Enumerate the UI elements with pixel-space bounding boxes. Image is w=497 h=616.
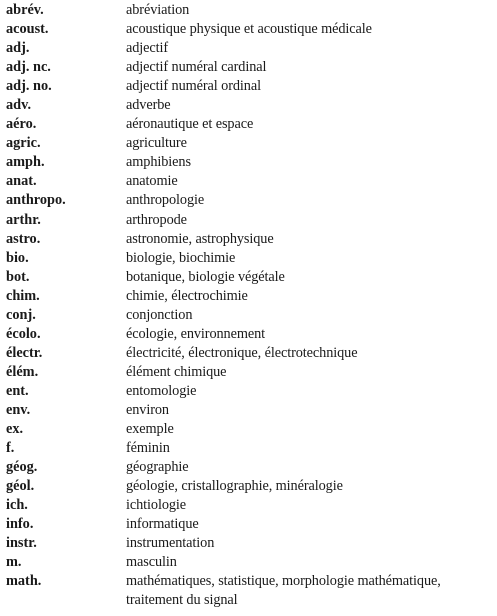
abbreviation-meaning: chimie, électrochimie bbox=[126, 287, 248, 304]
abbreviation-meaning: géologie, cristallographie, minéralogie bbox=[126, 478, 343, 495]
abbreviation-term: anat. bbox=[6, 173, 37, 190]
list-item bbox=[6, 115, 494, 134]
list-item bbox=[6, 344, 494, 363]
abbreviation-list bbox=[6, 1, 494, 611]
abbreviation-term: géog. bbox=[6, 459, 38, 476]
abbreviation-meaning: anthropologie bbox=[126, 192, 205, 209]
abbreviation-term: bio. bbox=[6, 249, 29, 266]
list-item bbox=[6, 401, 494, 420]
abbreviation-term: abrév. bbox=[6, 2, 44, 18]
abbreviation-meaning: acoustique physique et acoustique médicale bbox=[126, 21, 372, 38]
abbreviation-term: f. bbox=[6, 440, 15, 457]
abbreviation-meaning: masculin bbox=[126, 554, 177, 571]
abbreviation-term: électr. bbox=[6, 344, 43, 361]
list-item bbox=[6, 306, 494, 325]
list-item bbox=[6, 477, 494, 496]
abbreviation-term: adj. no. bbox=[6, 78, 52, 95]
abbreviation-meaning: exemple bbox=[126, 421, 174, 438]
abbreviation-term: conj. bbox=[6, 306, 36, 323]
abbreviation-term: aéro. bbox=[6, 116, 37, 133]
abbreviation-term: adj. bbox=[6, 40, 30, 57]
list-item bbox=[6, 496, 494, 515]
list-item bbox=[6, 172, 494, 191]
abbreviation-meaning: anatomie bbox=[126, 173, 178, 190]
abbreviation-term: env. bbox=[6, 401, 31, 418]
list-item bbox=[6, 1, 494, 20]
list-item bbox=[6, 268, 494, 287]
abbreviation-meaning: amphibiens bbox=[126, 154, 191, 171]
list-item bbox=[6, 249, 494, 268]
abbreviation-term: agric. bbox=[6, 135, 41, 152]
abbreviation-term: arthr. bbox=[6, 211, 41, 228]
abbreviation-term: ent. bbox=[6, 382, 29, 399]
abbreviation-term: bot. bbox=[6, 268, 30, 285]
list-item bbox=[6, 553, 494, 572]
abbreviation-term: ich. bbox=[6, 497, 28, 514]
abbreviation-meaning: abréviation bbox=[126, 2, 190, 18]
list-item bbox=[6, 439, 494, 458]
list-item bbox=[6, 191, 494, 210]
list-item bbox=[6, 153, 494, 172]
list-item bbox=[6, 534, 494, 553]
abbreviation-term: géol. bbox=[6, 478, 35, 495]
list-item bbox=[6, 20, 494, 39]
abbreviation-term: anthropo. bbox=[6, 192, 66, 209]
list-item bbox=[6, 515, 494, 534]
abbreviation-term: m. bbox=[6, 554, 22, 571]
abbreviation-meaning: arthropode bbox=[126, 211, 187, 228]
abbreviation-term: math. bbox=[6, 573, 42, 590]
abbreviation-meaning: adjectif bbox=[126, 40, 169, 57]
list-item bbox=[6, 77, 494, 96]
list-item bbox=[6, 363, 494, 382]
abbreviation-meaning: ichtiologie bbox=[126, 497, 187, 514]
abbreviation-term: info. bbox=[6, 516, 34, 533]
abbreviation-meaning: instrumentation bbox=[126, 535, 215, 552]
abbreviation-meaning: environ bbox=[126, 401, 169, 418]
abbreviation-meaning: adjectif numéral cardinal bbox=[126, 59, 267, 76]
list-item bbox=[6, 211, 494, 230]
abbreviation-meaning: adjectif numéral ordinal bbox=[126, 78, 261, 95]
abbreviation-term: instr. bbox=[6, 535, 37, 552]
abbreviation-meaning: astronomie, astrophysique bbox=[126, 230, 274, 247]
abbreviation-meaning: géographie bbox=[126, 459, 189, 476]
abbreviation-term: élém. bbox=[6, 363, 39, 380]
list-item bbox=[6, 39, 494, 58]
abbreviation-term: écolo. bbox=[6, 325, 41, 342]
abbreviation-meaning: botanique, biologie végétale bbox=[126, 268, 285, 285]
abbreviation-term: adj. nc. bbox=[6, 59, 51, 76]
abbreviation-meaning: adverbe bbox=[126, 97, 171, 114]
abbreviation-meaning: écologie, environnement bbox=[126, 325, 266, 342]
abbreviation-meaning: agriculture bbox=[126, 135, 187, 152]
list-item bbox=[6, 230, 494, 249]
list-item bbox=[6, 58, 494, 77]
list-item bbox=[6, 458, 494, 477]
abbreviation-term: adv. bbox=[6, 97, 32, 114]
abbreviation-term: acoust. bbox=[6, 21, 49, 38]
abbreviation-meaning: conjonction bbox=[126, 306, 193, 323]
abbreviation-meaning: mathématiques, statistique, morphologie mathématique, traitement du signal bbox=[126, 573, 441, 609]
abbreviation-meaning: électricité, électronique, électrotechnique bbox=[126, 344, 358, 361]
abbreviation-meaning: biologie, biochimie bbox=[126, 249, 236, 266]
abbreviation-meaning: entomologie bbox=[126, 382, 197, 399]
abbreviation-term: ex. bbox=[6, 421, 24, 438]
abbreviation-meaning: aéronautique et espace bbox=[126, 116, 254, 133]
list-item bbox=[6, 287, 494, 306]
list-item bbox=[6, 572, 494, 610]
abbreviation-meaning: féminin bbox=[126, 440, 170, 457]
list-item bbox=[6, 420, 494, 439]
abbreviation-term: astro. bbox=[6, 230, 41, 247]
abbreviation-term: chim. bbox=[6, 287, 40, 304]
abbreviation-term: amph. bbox=[6, 154, 45, 171]
abbreviation-meaning: élément chimique bbox=[126, 363, 227, 380]
list-item bbox=[6, 96, 494, 115]
list-item bbox=[6, 382, 494, 401]
list-item bbox=[6, 134, 494, 153]
abbreviation-meaning: informatique bbox=[126, 516, 199, 533]
list-item bbox=[6, 325, 494, 344]
